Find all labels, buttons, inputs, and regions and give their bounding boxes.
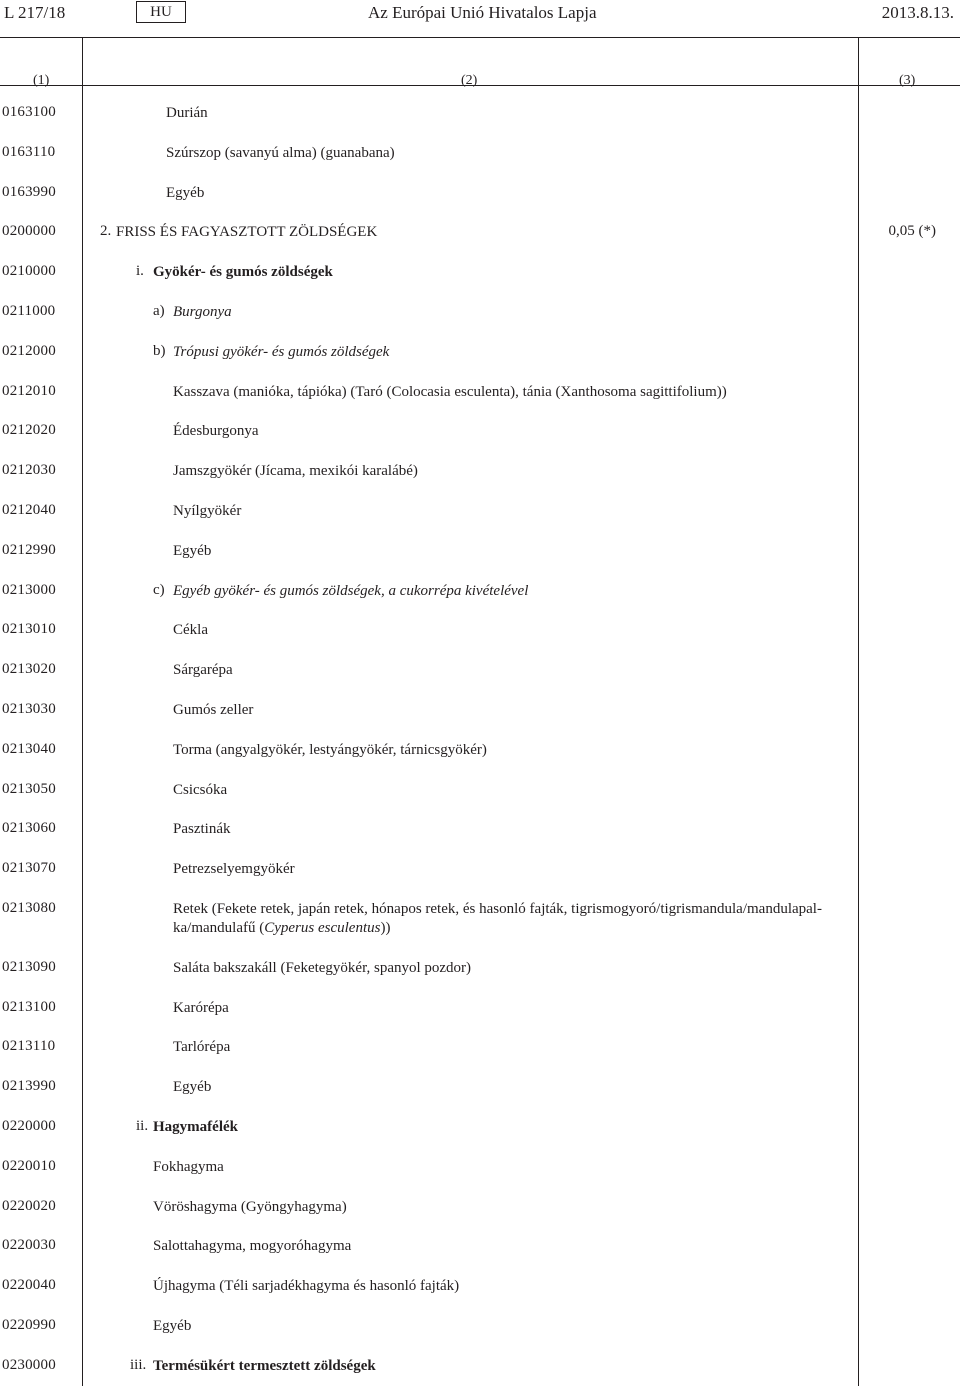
product-code: 0163100: [2, 104, 56, 120]
description-text: Gumós zeller: [173, 701, 254, 718]
description-text: FRISS ÉS FAGYASZTOTT ZÖLDSÉGEK: [116, 224, 378, 241]
language-badge: HU: [136, 1, 186, 23]
table-row: [0, 184, 960, 224]
product-description: [166, 184, 855, 203]
product-code: 0213020: [2, 661, 56, 678]
product-description: [166, 104, 855, 123]
header-bottom-rule: [0, 85, 960, 86]
product-description: [173, 502, 855, 521]
description-text: Szúrszop (savanyú alma) (guanabana): [166, 144, 395, 161]
table-top-rule: [0, 37, 960, 38]
table-row: [0, 820, 960, 860]
journal-title: Az Európai Unió Hivatalos Lapja: [368, 3, 597, 22]
column-header-1: (1): [33, 73, 50, 88]
description-text: Hagymafélék: [153, 1118, 238, 1135]
table-row: [0, 1357, 960, 1397]
product-code: 0163990: [2, 183, 56, 200]
product-code: 0220030: [2, 1237, 56, 1254]
table-row: [0, 542, 960, 582]
product-description: [173, 422, 855, 441]
product-description: [153, 1118, 855, 1137]
item-number: iii.: [130, 1356, 147, 1373]
table-row: [0, 1317, 960, 1357]
description-text: Csicsóka: [173, 781, 228, 798]
product-description: [173, 741, 855, 760]
page-header: [0, 0, 960, 26]
table-row: [0, 741, 960, 781]
product-code: 0213000: [2, 581, 56, 598]
description-text: Retek (Fekete retek, japán retek, hónapos retek, és hasonló fajták, tigrismogyoró/tigrismandula/mandulapal-: [173, 900, 822, 917]
description-text: Egyéb gyökér- és gumós zöldségek, a cukorrépa kivételével: [173, 582, 529, 599]
table-row: [0, 701, 960, 741]
table-body: [0, 104, 960, 1397]
product-description: [173, 781, 855, 800]
product-code: 0230000: [2, 1356, 56, 1373]
product-code: 0213050: [2, 780, 56, 797]
item-number: ii.: [136, 1117, 149, 1134]
product-code: 0213990: [2, 1078, 56, 1095]
product-description: [116, 223, 855, 242]
product-description: [173, 900, 855, 938]
description-text: Tarlórépa: [173, 1039, 231, 1056]
product-description: [173, 860, 855, 879]
description-text: Petrezselyemgyökér: [173, 861, 295, 878]
description-text: Egyéb: [173, 1079, 212, 1096]
product-code: 0213060: [2, 820, 56, 837]
product-code: 0213100: [2, 998, 56, 1015]
table-row: [0, 999, 960, 1039]
description-text: Karórépa: [173, 999, 229, 1016]
description-text: Egyéb: [166, 184, 205, 201]
product-code: 0213080: [2, 899, 56, 916]
column-header-2: (2): [461, 73, 478, 88]
description-text: Fokhagyma: [153, 1158, 224, 1175]
product-code: 0213110: [2, 1038, 56, 1055]
table-row: [0, 959, 960, 999]
description-text-cont: ka/mandulafű (: [173, 919, 265, 936]
product-code: 0213030: [2, 700, 56, 717]
product-description: [153, 263, 855, 282]
table-row: [0, 343, 960, 383]
product-description: [153, 1277, 855, 1296]
description-text: Újhagyma (Téli sarjadékhagyma és hasonló fajták): [153, 1278, 460, 1295]
product-code: 0213070: [2, 860, 56, 877]
table-row: [0, 781, 960, 821]
table-row: [0, 144, 960, 184]
description-text: Vöröshagyma (Gyöngyhagyma): [153, 1198, 347, 1215]
product-code: 0211000: [2, 302, 56, 319]
item-number: b): [153, 342, 166, 359]
product-code: 0220010: [2, 1157, 56, 1174]
product-code: 0220040: [2, 1277, 56, 1294]
product-code: 0220990: [2, 1316, 56, 1333]
table-row: [0, 621, 960, 661]
description-text: Salottahagyma, mogyoróhagyma: [153, 1238, 352, 1255]
product-code: 0212030: [2, 462, 56, 479]
product-description: [173, 343, 855, 362]
product-description: [173, 1038, 855, 1057]
table-row: [0, 104, 960, 144]
product-description: [173, 621, 855, 640]
description-text: Kasszava (manióka, tápióka) (Taró (Colocasia esculenta), tánia (Xanthosoma sagittifolium)): [173, 383, 727, 400]
description-text-end: )): [380, 919, 391, 936]
product-description: [173, 383, 855, 402]
product-description: [173, 462, 855, 481]
description-text: Durián: [166, 105, 208, 121]
item-number: c): [153, 581, 165, 598]
product-description: [173, 303, 855, 322]
product-description: [173, 582, 855, 601]
table-row: [0, 1158, 960, 1198]
product-description: [153, 1357, 855, 1376]
product-description: [173, 959, 855, 978]
product-code: 0163110: [2, 143, 56, 160]
product-description: [173, 999, 855, 1018]
product-code: 0200000: [2, 223, 56, 240]
product-description: [173, 820, 855, 839]
table-row: [0, 900, 960, 959]
product-description: [153, 1237, 855, 1256]
product-description: [153, 1198, 855, 1217]
table-row: [0, 860, 960, 900]
description-text: Torma (angyalgyökér, lestyángyökér, tárnicsgyökér): [173, 741, 487, 758]
table-row: [0, 502, 960, 542]
description-text: Pasztinák: [173, 821, 231, 838]
table-row: [0, 1198, 960, 1238]
product-code: 0220000: [2, 1117, 56, 1134]
table-row: [0, 303, 960, 343]
product-code: 0213090: [2, 958, 56, 975]
table-row: [0, 462, 960, 502]
description-text: Egyéb: [173, 542, 212, 559]
table-row: [0, 422, 960, 462]
item-number: i.: [136, 263, 144, 280]
description-text: Édesburgonya: [173, 423, 259, 440]
description-text: Cékla: [173, 622, 208, 639]
product-description: [173, 542, 855, 561]
description-text: Burgonya: [173, 303, 232, 320]
table-row: [0, 223, 960, 263]
table-row: [0, 582, 960, 622]
product-code: 0213010: [2, 621, 56, 638]
mrl-value: 0,05 (*): [888, 223, 936, 240]
item-number: a): [153, 302, 165, 319]
product-description: [173, 661, 855, 680]
product-code: 0212000: [2, 342, 56, 359]
table-row: [0, 1038, 960, 1078]
table-row: [0, 1277, 960, 1317]
table-row: [0, 263, 960, 303]
publication-date: 2013.8.13.: [881, 3, 954, 22]
product-description: [153, 1317, 855, 1336]
table-row: [0, 1078, 960, 1118]
scientific-name: Cyperus esculentus: [264, 919, 381, 936]
product-description: [153, 1158, 855, 1177]
page-reference: L 217/18: [4, 3, 66, 22]
description-text: Trópusi gyökér- és gumós zöldségek: [173, 343, 390, 360]
description-text: Jamszgyökér (Jícama, mexikói karalábé): [173, 463, 418, 480]
product-description: [173, 701, 855, 720]
table-row: [0, 1118, 960, 1158]
description-text: Gyökér- és gumós zöldségek: [153, 264, 333, 281]
description-text: Termésükért termesztett zöldségek: [153, 1357, 376, 1374]
product-description: [173, 1078, 855, 1097]
product-code: 0210000: [2, 263, 56, 280]
description-text: Sárgarépa: [173, 662, 233, 679]
description-text: Saláta bakszakáll (Feketegyökér, spanyol pozdor): [173, 959, 472, 976]
table-row: [0, 1237, 960, 1277]
description-text: Nyílgyökér: [173, 502, 242, 519]
table-row: [0, 383, 960, 423]
product-code: 0220020: [2, 1197, 56, 1214]
product-description: [166, 144, 855, 163]
column-header-3: (3): [899, 73, 916, 88]
item-number: 2.: [100, 223, 112, 240]
description-text: Egyéb: [153, 1317, 192, 1334]
table-row: [0, 661, 960, 701]
product-code: 0212020: [2, 422, 56, 439]
product-code: 0213040: [2, 740, 56, 757]
product-code: 0212010: [2, 382, 56, 399]
product-code: 0212990: [2, 541, 56, 558]
product-code: 0212040: [2, 501, 56, 518]
